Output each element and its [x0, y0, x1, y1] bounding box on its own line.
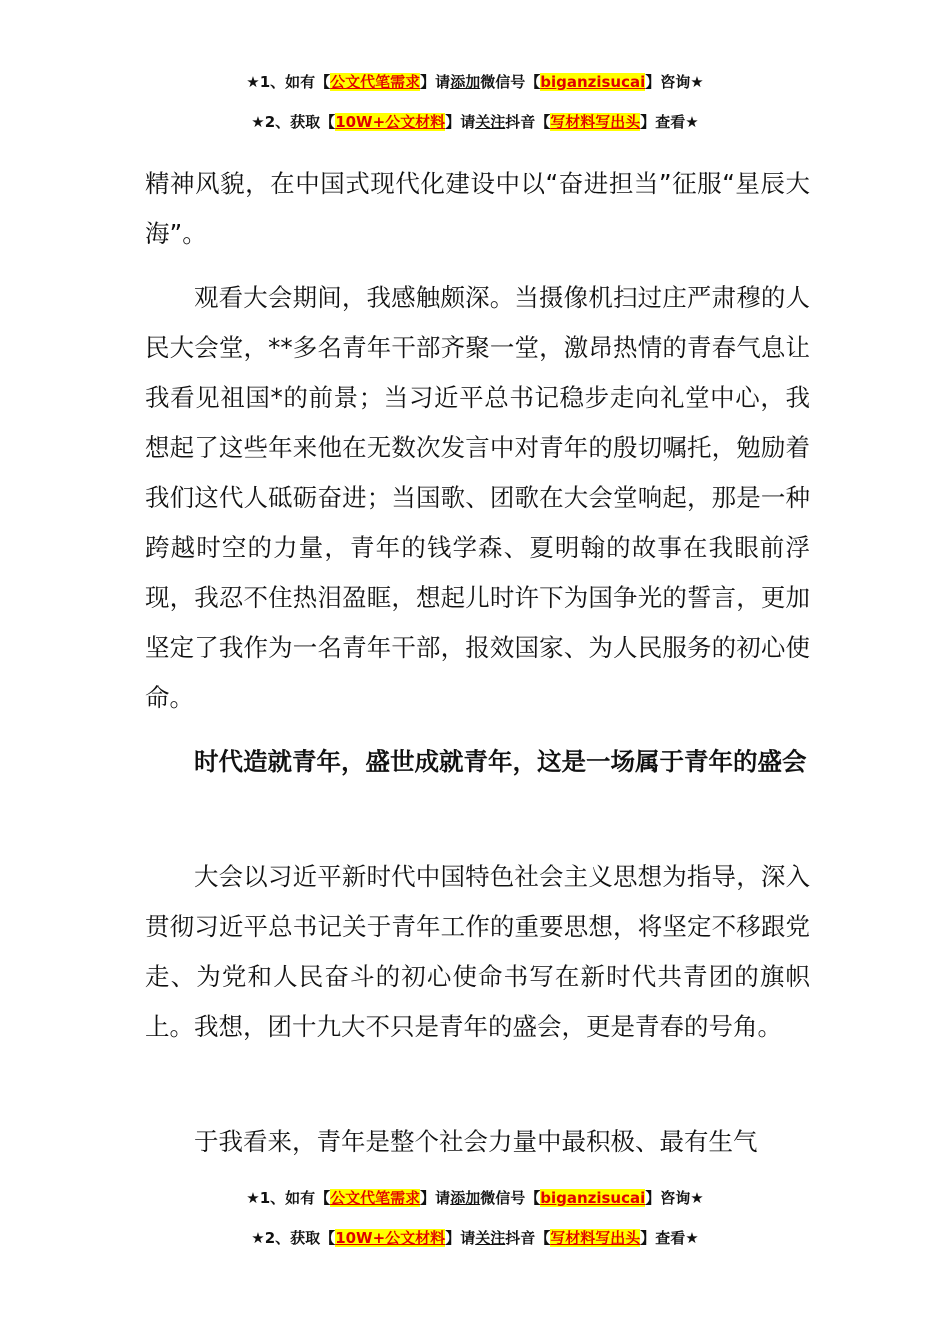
section-heading: 时代造就青年，盛世成就青年，这是一场属于青年的盛会: [194, 747, 807, 776]
banner-underlined-text: 添加: [450, 73, 481, 91]
body-paragraph-1: 精神风貌，在中国式现代化建设中以“奋进担当”征服“星辰大海”。: [145, 169, 810, 248]
banner-text: ★1、如有【: [246, 1189, 331, 1207]
header-banner-line-2: [0, 112, 950, 132]
banner-highlight-douyin-account: 写材料写出头: [550, 1229, 641, 1247]
banner-text: 】查看★: [640, 1229, 699, 1247]
banner-text: 】查看★: [640, 113, 699, 131]
banner-highlight-materials: 10W+公文材料: [335, 113, 446, 131]
banner-highlight-service: 公文代笔需求: [330, 73, 421, 91]
banner-text: 】请: [445, 1229, 476, 1247]
banner-highlight-douyin-account: 写材料写出头: [550, 113, 641, 131]
body-paragraph-2: 观看大会期间，我感触颇深。当摄像机扫过庄严肃穆的人民大会堂，**多名青年干部齐聚一堂，激昂热情的青春气息让我看见祖国*的前景；当习近平总书记稳步走向礼堂中心，我想起了这些年来他在无数次发言中对青年的殷切嘱托，勉励着我们这代人砥砺奋进；当国歌、团歌在大会堂响起，那是一种跨越时空的力量，青年的钱学森、夏明翰的故事在我眼前浮现，我忍不住热泪盈眶，想起儿时许下为国争光的誓言，更加坚定了我作为一名青年干部，报效国家、为人民服务的初心使命。: [145, 283, 810, 712]
banner-highlight-wechat-id: biganzisucai: [540, 73, 646, 91]
banner-highlight-service: 公文代笔需求: [330, 1189, 421, 1207]
footer-banner-line-1: [0, 1188, 950, 1208]
body-paragraph-3: 大会以习近平新时代中国特色社会主义思想为指导，深入贯彻习近平总书记关于青年工作的重要思想，将坚定不移跟党走、为党和人民奋斗的初心使命书写在新时代共青团的旗帜上。我想，团十九大不只是青年的盛会，更是青春的号角。: [145, 862, 810, 1041]
banner-highlight-wechat-id: biganzisucai: [540, 1189, 646, 1207]
banner-text: 】咨询★: [645, 73, 704, 91]
banner-underlined-text: 关注: [475, 113, 506, 131]
header-banner-line-1: [0, 72, 950, 92]
body-paragraph-4: 于我看来，青年是整个社会力量中最积极、最有生气: [194, 1127, 758, 1156]
banner-underlined-text: 关注: [475, 1229, 506, 1247]
banner-text: 】请: [420, 73, 451, 91]
banner-text: 抖音【: [505, 113, 551, 131]
banner-text: 】请: [445, 113, 476, 131]
banner-text: 抖音【: [505, 1229, 551, 1247]
banner-text: 】请: [420, 1189, 451, 1207]
banner-highlight-materials: 10W+公文材料: [335, 1229, 446, 1247]
banner-text: ★2、获取【: [251, 1229, 336, 1247]
footer-banner-line-2: [0, 1228, 950, 1248]
banner-text: ★1、如有【: [246, 73, 331, 91]
banner-text: 】咨询★: [645, 1189, 704, 1207]
banner-text: ★2、获取【: [251, 113, 336, 131]
banner-text: 微信号【: [480, 1189, 541, 1207]
banner-text: 微信号【: [480, 73, 541, 91]
banner-underlined-text: 添加: [450, 1189, 481, 1207]
